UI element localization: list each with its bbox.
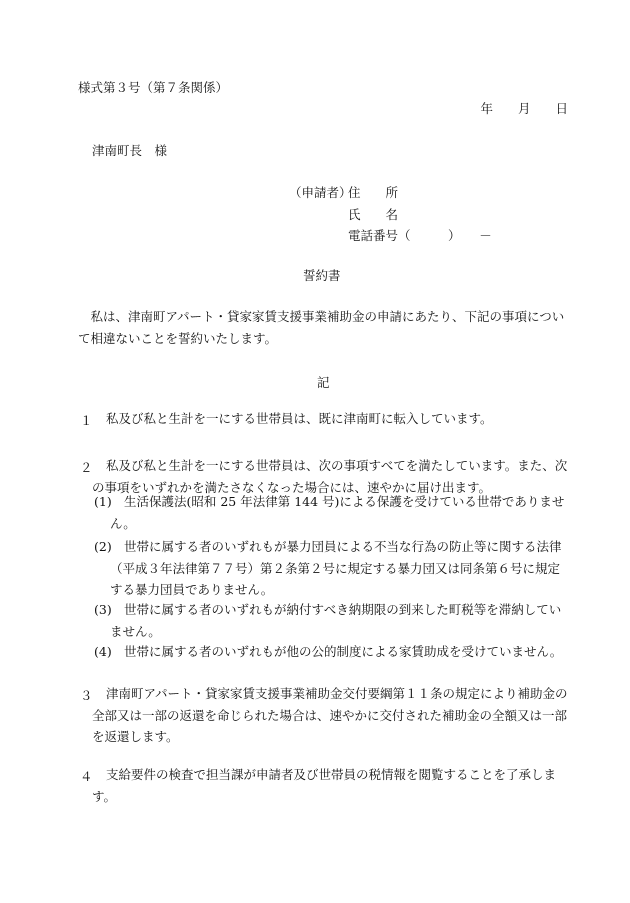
- item-number: ４: [80, 769, 93, 784]
- item-text: 津南町アパート・貸家家賃支援事業補助金交付要綱第１１条の規定により補助金の全部又は一部の返還を命じられた場合は、速やかに交付された補助金の全額又は一部を返還します。: [92, 686, 568, 744]
- subitem-text: 世帯に属する者のいずれもが納付すべき納期限の到来した町税等を滞納していません。: [110, 602, 562, 639]
- subitem-number: (1): [94, 494, 112, 509]
- item-text: 支給要件の検査で担当課が申請者及び世帯員の税情報を閲覧することを了承します。: [92, 767, 557, 804]
- item-number: ３: [80, 688, 93, 703]
- item-number: ２: [80, 460, 93, 475]
- subitem-number: (2): [94, 539, 112, 554]
- subitem-number: (4): [94, 644, 112, 659]
- subitem-text: 世帯に属する者のいずれもが他の公的制度による家賃助成を受けていません。: [124, 644, 563, 659]
- date-line: 年 月 日: [480, 101, 568, 116]
- address-label: 住 所: [348, 185, 399, 200]
- intro-paragraph: 私は、津南町アパート・貸家家賃支援事業補助金の申請にあたり、下記の事項について相違ないことを誓約いたします。: [78, 309, 565, 346]
- item-number: １: [80, 413, 93, 428]
- name-label: 氏 名: [348, 207, 399, 222]
- phone-label: 電話番号（ ） －: [348, 228, 492, 243]
- subitem-text: 世帯に属する者のいずれもが暴力団員による不当な行為の防止等に関する法律（平成３年法律第７７号）第２条第２号に規定する暴力団又は同条第６号に規定する暴力団員でありません。: [110, 539, 562, 597]
- ki-heading: 記: [317, 375, 330, 390]
- item-text: 私及び私と生計を一にする世帯員は、既に津南町に転入しています。: [106, 411, 493, 426]
- applicant-label: （申請者）: [289, 185, 352, 200]
- subitem-text: 生活保護法(昭和 25 年法律第 144 号)による保護を受けている世帯でありません。: [110, 494, 565, 531]
- item-text: 私及び私と生計を一にする世帯員は、次の事項すべてを満たしています。また、次の事項をいずれかを満たさなくなった場合には、速やかに届け出ます。: [92, 458, 568, 495]
- addressee: 津南町長 様: [92, 143, 168, 158]
- document-title: 誓約書: [303, 268, 341, 283]
- subitem-number: (3): [94, 602, 112, 617]
- form-label: 様式第３号（第７条関係）: [78, 80, 229, 95]
